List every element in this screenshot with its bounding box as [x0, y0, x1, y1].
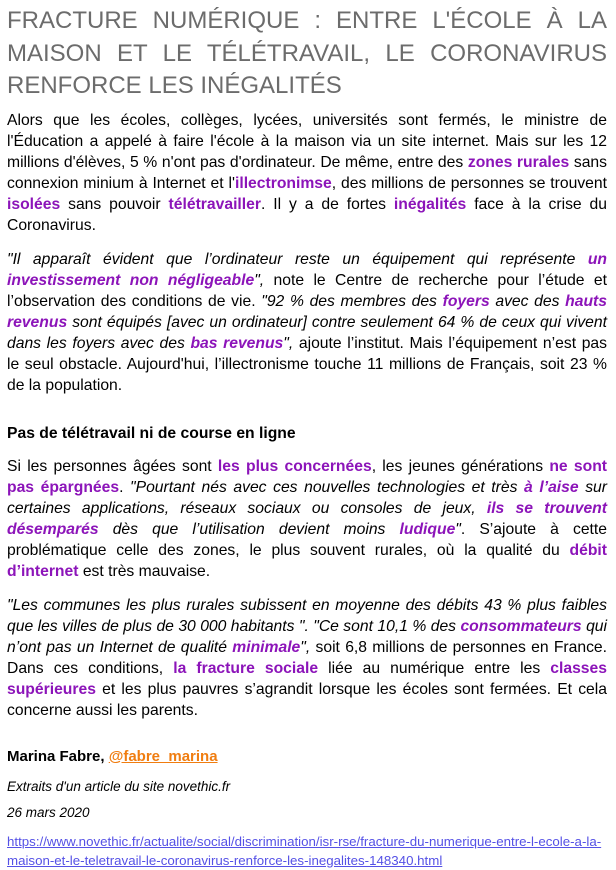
text-run: ", [283, 334, 299, 352]
author-line [7, 747, 607, 766]
text-run: minimale [232, 638, 301, 656]
text-run: la fracture sociale [173, 659, 319, 677]
text-run: "92 % des membres des [261, 292, 443, 310]
text-run: " [455, 520, 461, 538]
text-run: ne sont pas épargnées [7, 457, 608, 496]
text-run: qui n’ont pas un Internet de qualité [7, 617, 608, 656]
text-run: ", [254, 271, 274, 289]
text-run: débit d’internet [7, 541, 607, 580]
text-run: bas revenus [190, 334, 284, 352]
text-run: "Les communes les plus rurales subissent en moyenne des débits 43 % plus faibles que les villes de plus de 30 000 habitants ". "Ce sont 10,1 % des [7, 596, 607, 635]
text-run: sans connexion minium à Internet et l' [7, 153, 607, 192]
text-run: note le Centre de recherche pour l’étude et l’observation des conditions de vie. [7, 271, 607, 310]
text-run: , les jeunes générations [371, 457, 550, 475]
text-run: , des millions de personnes se trouvent [331, 174, 607, 192]
text-run: illectronimse [234, 174, 332, 192]
text-run: à l’aise [524, 478, 579, 496]
section-subheading: Pas de télétravail ni de course en ligne [7, 424, 296, 442]
text-run: "Il apparaît évident que l’ordinateur reste un équipement qui représente [7, 250, 588, 268]
text-run: ", [300, 638, 311, 656]
paragraph-credoc-quote [7, 249, 607, 396]
text-run: liée au numérique entre les [318, 659, 551, 677]
text-run: un investissement non négligeable [7, 250, 607, 289]
article-title: FRACTURE NUMÉRIQUE : ENTRE L'ÉCOLE À LA MAISON ET LE TÉLÉTRAVAIL, LE CORONAVIRUS RENFORCE LES INÉGALITÉS [7, 7, 607, 99]
text-run: classes supérieures [7, 659, 607, 698]
text-run: . S’ajoute à cette problématique celle des zones, le plus souvent rurales, où la qualité du [7, 520, 607, 559]
text-run: Alors que les écoles, collèges, lycées, universités sont fermés, le ministre de l'Éducation a appelé à faire l'école à la maison via un site internet. Mais sur les 12 millions d'élèves, 5 % n'ont pas d'ordinateur. De même, entre des [7, 111, 607, 171]
text-run: Si les personnes âgées sont [7, 457, 218, 475]
article-url-link[interactable]: https://www.novethic.fr/actualite/social/discrimination/isr-rse/fracture-du-numerique-entre-l-ecole-a-la-maison-et-le-teletravail-le-coronavirus-renforce-les-inegalites-148340.html [7, 833, 602, 868]
text-run: foyers [442, 292, 490, 310]
text-run: ludique [399, 520, 456, 538]
text-run: hauts revenus [7, 292, 607, 331]
source-note: Extraits d'un article du site novethic.fr [7, 778, 231, 794]
text-run: ils se trouvent désemparés [7, 499, 607, 538]
text-run: et les plus pauvres s’agrandit lorsque les écoles sont fermées. Et cela concerne aussi les parents. [7, 680, 607, 719]
text-run: avec des [489, 292, 566, 310]
article-date: 26 mars 2020 [7, 804, 90, 820]
text-run: . Il y a de fortes [260, 195, 394, 213]
text-run: les plus concernées [217, 457, 372, 475]
text-run: face à la crise du Coronavirus. [7, 195, 607, 234]
text-run: isolées [7, 195, 61, 213]
text-run: télétravailler [168, 195, 261, 213]
text-run: ajoute l’institut. Mais l’équipement n’est pas le seul obstacle. Aujourd'hui, l’illectronisme touche 11 millions de Français, soit 23 % de la population. [7, 334, 607, 394]
text-run: soit 6,8 millions de personnes en France. Dans ces conditions, [7, 638, 608, 677]
text-run: dès que l’utilisation devient moins [98, 520, 400, 538]
text-run: sont équipés [avec un ordinateur] contre seulement 64 % de ceux qui vivent dans les foyers avec des [7, 313, 607, 352]
paragraph-intro [7, 110, 607, 236]
text-run: . [119, 478, 131, 496]
paragraph-generations [7, 456, 607, 582]
text-run: sans pouvoir [60, 195, 169, 213]
text-run: "Pourtant nés avec ces nouvelles technologies et très [130, 478, 525, 496]
text-run: consommateurs [460, 617, 582, 635]
paragraph-fracture-sociale [7, 595, 607, 721]
text-run: zones rurales [467, 153, 570, 171]
text-run: inégalités [393, 195, 467, 213]
text-run: sur certaines applications, réseaux sociaux ou consoles de jeux, [7, 478, 607, 517]
author-name: Marina Fabre, [7, 747, 109, 765]
twitter-handle-link[interactable]: @fabre_marina [108, 747, 218, 765]
text-run: est très mauvaise. [78, 562, 211, 580]
